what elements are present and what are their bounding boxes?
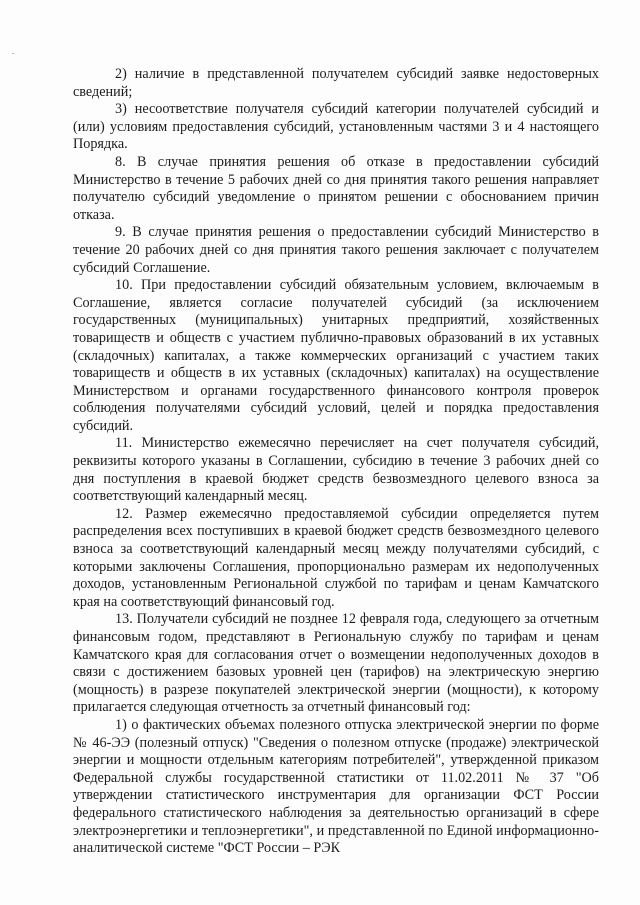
paragraph-13: 13. Получатели субсидий не позднее 12 февраля года, следующего за отчетным финансовым годом, представляют в Региональную службу по тарифам и ценам Камчатского края для согласования отчет о возмещении недополученных доходов в связи с достижением базовых уровней цен (тарифов) на электрическую энергию (мощность) в разрезе покупателей электрической энергии (мощности), к которому прилагается следующая отчетность за отчетный финансовый год: <box>73 611 599 716</box>
paragraph-item-3: 3) несоответствие получателя субсидий категории получателей субсидий и (или) условиям предоставления субсидий, установленным частями 3 и 4 настоящего Порядка. <box>73 101 599 153</box>
paragraph-8: 8. В случае принятия решения об отказе в предоставлении субсидий Министерство в течение 5 рабочих дней со дня принятия такого решения направляет получателю субсидий уведомление о принятом решении с обоснованием причин отказа. <box>73 153 599 223</box>
document-body <box>73 66 599 858</box>
paragraph-11: 11. Министерство ежемесячно перечисляет на счет получателя субсидий, реквизиты которого указаны в Соглашении, субсидию в течение 3 рабочих дней со дня поступления в краевой бюджет средств безвозмездного целевого взноса за соответствующий календарный месяц. <box>73 435 599 505</box>
paragraph-9: 9. В случае принятия решения о предоставлении субсидий Министерство в течение 20 рабочих дней со дня принятия такого решения заключает с получателем субсидий Соглашение. <box>73 224 599 276</box>
paragraph-12: 12. Размер ежемесячно предоставляемой субсидии определяется путем распределения всех поступивших в краевой бюджет средств безвозмездного целевого взноса за соответствующий календарный месяц между получателями субсидий, с которыми заключены Соглашения, пропорционально размерам их недополученных доходов, установленным Региональной службой по тарифам и ценам Камчатского края на соответствующий финансовый год. <box>73 505 599 610</box>
paragraph-item-2: 2) наличие в представленной получателем субсидий заявке недостоверных сведений; <box>73 66 599 100</box>
paragraph-item-1: 1) о фактических объемах полезного отпуска электрической энергии по форме № 46-ЭЭ (полезный отпуск) "Сведения о полезном отпуске (продаже) электрической энергии и мощности отдельным категориям потребителей", утвержденной приказом Федеральной службы государственной статистики от 11.02.2011 № 37 "Об утверждении статистического инструментария для организации ФСТ России федерального статистического наблюдения за деятельностью организаций в сфере электроэнергетики и теплоэнергетики", и представленной по Единой информационно-аналитической системе "ФСТ России – РЭК <box>73 716 599 857</box>
scan-mark <box>12 53 14 54</box>
paragraph-10: 10. При предоставлении субсидий обязательным условием, включаемым в Соглашение, является согласие получателей субсидий (за исключением государственных (муниципальных) унитарных предприятий, хозяйственных товариществ и обществ с участием публично-правовых образований в их уставных (складочных) капиталах, а также коммерческих организаций с участием таких товариществ и обществ в их уставных (складочных) капиталах) на осуществление Министерством и органами государственного финансового контроля проверок соблюдения получателями субсидий условий, целей и порядка предоставления субсидий. <box>73 277 599 434</box>
